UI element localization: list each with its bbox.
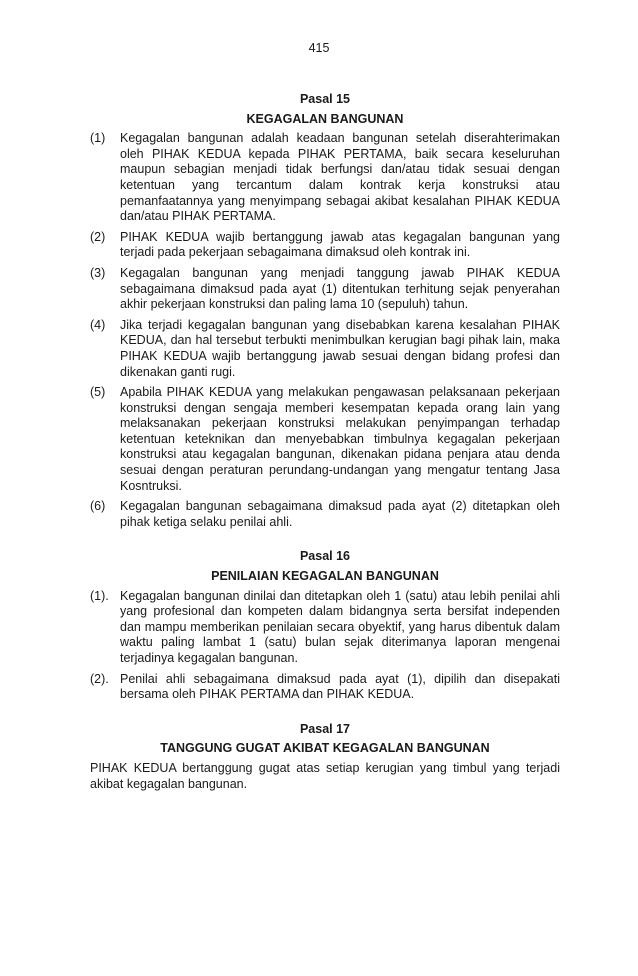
pasal-17-heading: TANGGUNG GUGAT AKIBAT KEGAGALAN BANGUNAN: [160, 741, 490, 756]
pasal-15-section: [90, 92, 560, 530]
clause-text: Apabila PIHAK KEDUA yang melakukan pengawasan pelaksanaan pekerjaan konstruksi dengan sengaja memberi kesempatan kepada orang lain yang melaksanakan pekerjaan konstruksi melakukan penyimpangan terhadap ketentuan keteknikan dan menyebabkan timbulnya kegagalan pekerjaan konstruksi atau kegagalan bangunan, dikenakan pidana penjara atau denda sesuai dengan peraturan perundang-undangan yang mengatur tentang Jasa Kosntruksi.: [120, 385, 560, 493]
pasal-16-heading: PENILAIAN KEGAGALAN BANGUNAN: [211, 569, 439, 584]
clause-text: Kegagalan bangunan yang menjadi tanggung jawab PIHAK KEDUA sebagaimana dimaksud pada ayat (1) ditentukan terhitung sejak penyerahan akhir pekerjaan konstruksi dan paling lama 10 (sepuluh) tahun.: [120, 265, 560, 312]
pasal-17-paragraph: PIHAK KEDUA bertanggung gugat atas setiap kerugian yang timbul yang terjadi akibat kegagalan bangunan.: [90, 760, 560, 791]
clause: [90, 131, 560, 225]
page-number: 415: [308, 41, 330, 55]
clause: [90, 672, 560, 703]
clause: [90, 385, 560, 494]
clause: [90, 230, 560, 261]
clause: [90, 589, 560, 667]
clause-text: Penilai ahli sebagaimana dimaksud pada ayat (1), dipilih dan disepakati bersama oleh PIHAK PERTAMA dan PIHAK KEDUA.: [120, 671, 560, 702]
clause: [90, 499, 560, 530]
clause: [90, 266, 560, 313]
clause-text: Kegagalan bangunan sebagaimana dimaksud pada ayat (2) ditetapkan oleh pihak ketiga selaku penilai ahli.: [120, 499, 560, 529]
clause-number: (6): [90, 499, 106, 514]
clause-number: (5): [90, 385, 106, 400]
clause-text: PIHAK KEDUA wajib bertanggung jawab atas kegagalan bangunan yang terjadi pada pekerjaan sebagaimana dimaksud oleh kontrak ini.: [120, 229, 560, 260]
pasal-15-title: Pasal 15: [299, 92, 351, 106]
clause-number: (2).: [90, 671, 109, 686]
document-body: [90, 92, 560, 811]
clause-number: (4): [90, 317, 106, 332]
pasal-16-section: [90, 549, 560, 702]
pasal-17-title: Pasal 17: [299, 721, 351, 736]
clause-number: (2): [90, 229, 106, 244]
pasal-17-section: [90, 722, 560, 792]
clause-number: (1).: [90, 588, 109, 603]
clause-number: (1): [90, 131, 106, 146]
clause-text: Kegagalan bangunan dinilai dan ditetapkan oleh 1 (satu) atau lebih penilai ahli yang profesional dan kompeten dalam bidangnya serta bersifat independen dan mampu memberikan penilaian secara obyektif, yang harus dibentuk dalam waktu paling lambat 1 (satu) bulan sejak diterimanya laporan mengenai terjadinya kegagalan bangunan.: [120, 588, 560, 665]
pasal-15-heading: KEGAGALAN BANGUNAN: [246, 111, 404, 126]
pasal-16-title: Pasal 16: [299, 549, 351, 564]
clause-text: Jika terjadi kegagalan bangunan yang disebabkan karena kesalahan PIHAK KEDUA, dan hal tersebut terbukti menimbulkan kerugian bagi pihak lain, maka PIHAK KEDUA wajib bertanggung jawab sesuai dengan bidang profesi dan dikenakan ganti rugi.: [120, 317, 560, 379]
clause: [90, 318, 560, 380]
clause-text: Kegagalan bangunan adalah keadaan bangunan setelah diserahterimakan oleh PIHAK KEDUA kepada PIHAK PERTAMA, baik secara keseluruhan maupun sebagian menjadi tidak berfungsi dan/atau tidak sesuai dengan ketentuan yang tercantum dalam kontrak kerja konstruksi atau pemanfaatannya yang menyimpang sebagai akibat kesalahan PIHAK KEDUA dan/atau PIHAK PERTAMA.: [120, 131, 560, 224]
clause-number: (3): [90, 265, 106, 280]
